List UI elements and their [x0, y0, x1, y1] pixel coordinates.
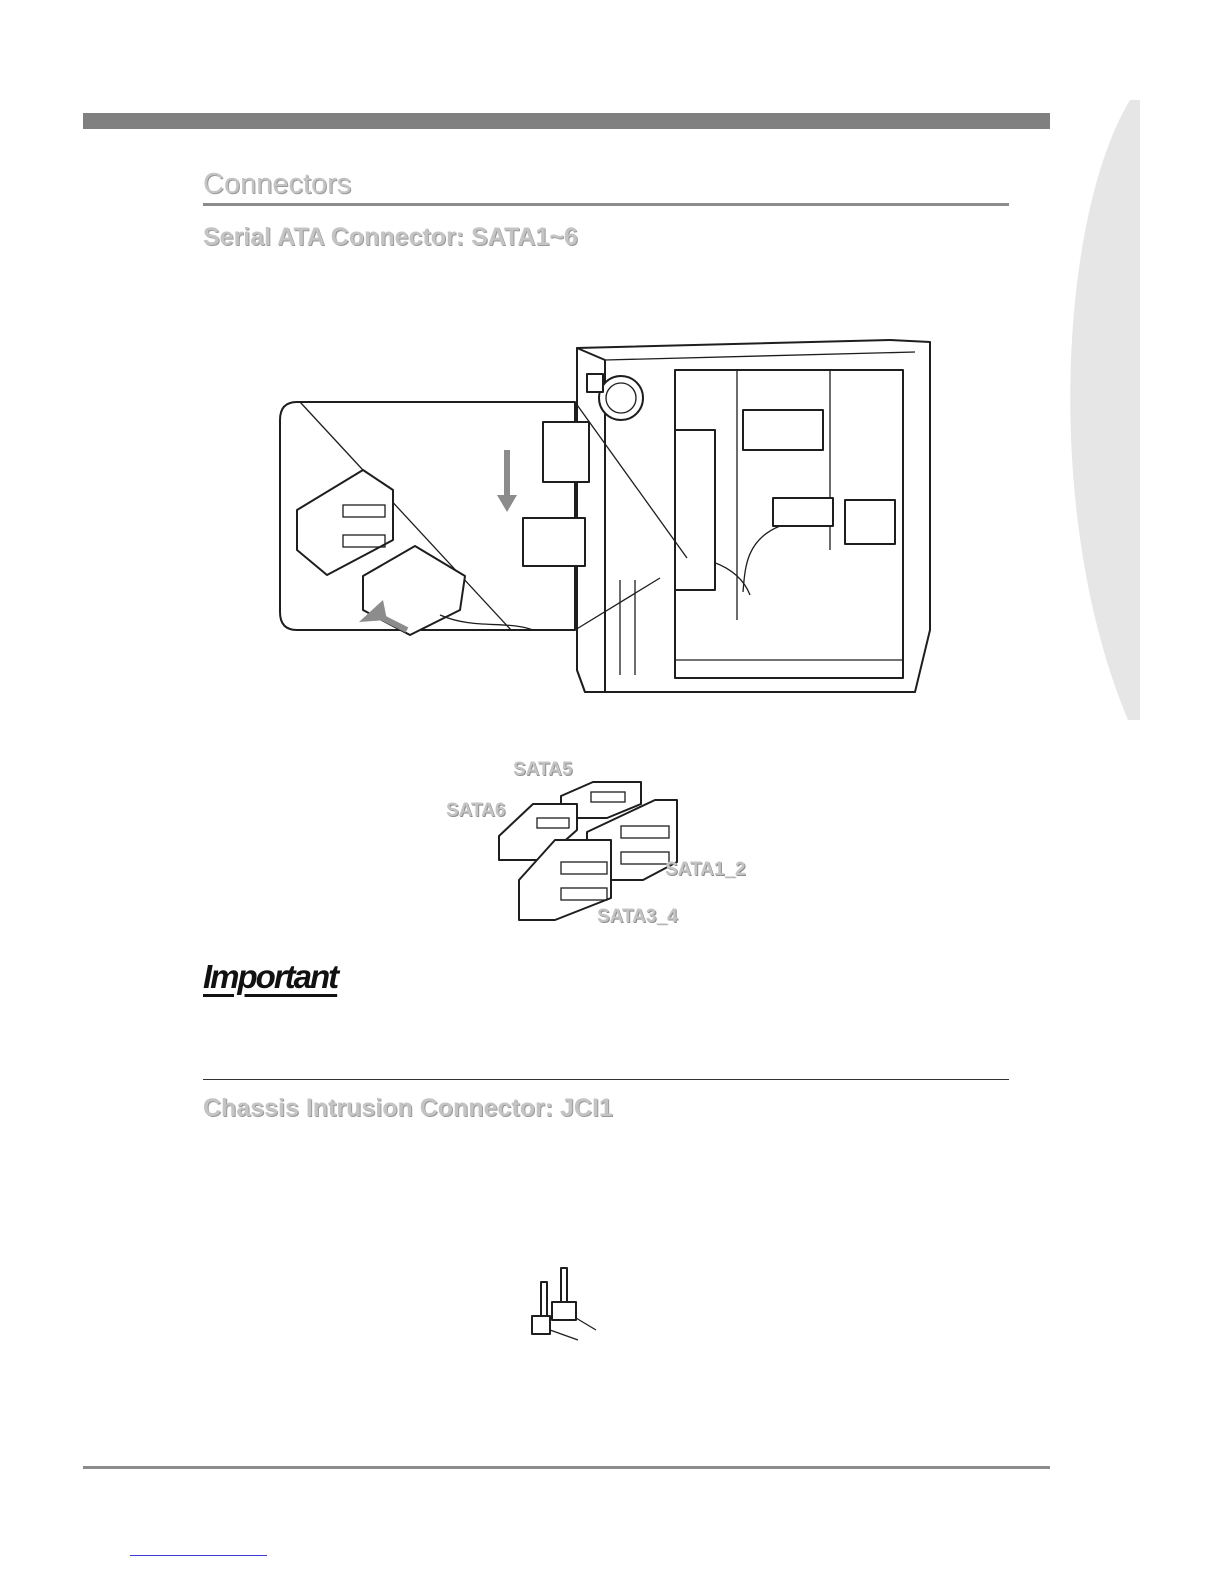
jci1-pin-header [522, 1260, 602, 1345]
important-label: Important [203, 958, 338, 995]
section-title-rule [203, 203, 1009, 206]
label-sata3-4: SATA3_4 [597, 906, 678, 927]
sata-connector-diagram [495, 780, 685, 925]
footer-link-underline[interactable] [130, 1555, 267, 1556]
sata-heading: Serial ATA Connector: SATA1~6 [203, 223, 578, 251]
label-sata6: SATA6 [446, 800, 506, 821]
footer-rule [83, 1466, 1050, 1469]
label-sata1-2: SATA1_2 [665, 859, 746, 880]
pc-chassis [577, 340, 930, 692]
section-title: Connectors [203, 168, 352, 200]
jci-heading: Chassis Intrusion Connector: JCI1 [203, 1094, 613, 1122]
header-bar [83, 113, 1050, 129]
section-divider [203, 1079, 1009, 1080]
sata-installation-illustration [275, 330, 945, 710]
label-sata5: SATA5 [513, 759, 573, 780]
chapter-side-tab [1050, 95, 1140, 725]
